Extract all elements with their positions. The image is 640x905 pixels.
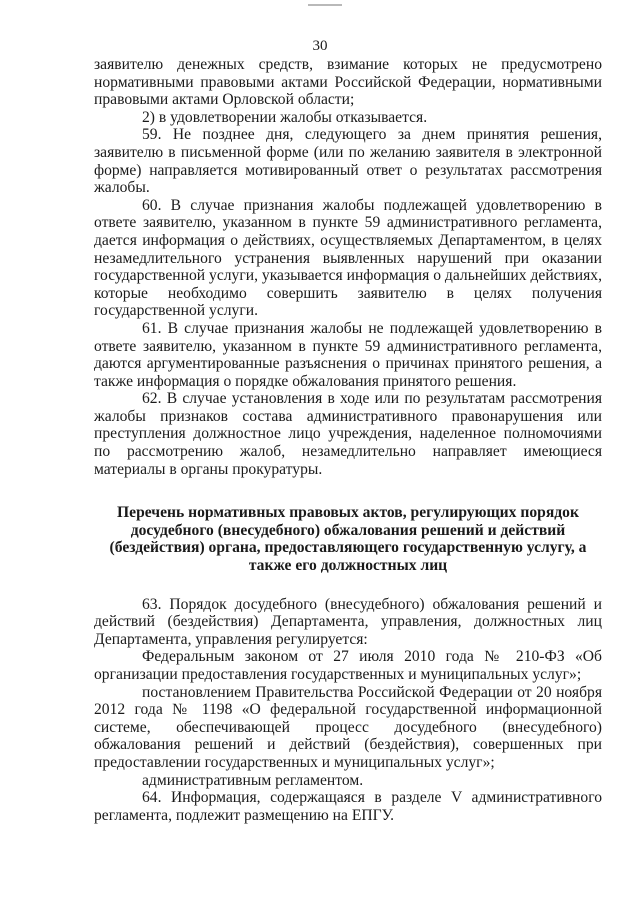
paragraph-p-resolution: постановлением Правительства Российской Федерации от 20 ноября 2012 года № 1198 «О федеральной государственной информационной системе, обеспечивающей процесс досудебного (внесудебного) обжалования решений и действий (бездействия), совершенных при предоставлении государственных и муниципальных услуг»;: [94, 683, 602, 771]
paragraph-p-regulation: административным регламентом.: [142, 771, 364, 789]
scan-artifact-mark: [308, 4, 342, 6]
paragraph-p-61: 61. В случае признания жалобы не подлежащей удовлетворению в ответе заявителю, указанном в пункте 59 административного регламента, даются аргументированные разъяснения о причинах принятого решения, а также информация о порядке обжалования принятого решения.: [94, 319, 602, 390]
paragraph-p-63: 63. Порядок досудебного (внесудебного) обжалования решений и действий (бездействия) Департамента, управления, должностных лиц Департамента, управления регулируется:: [94, 595, 602, 648]
paragraph-p-federal-law: Федеральным законом от 27 июля 2010 года № 210-ФЗ «Об организации предоставления государственных и муниципальных услуг»;: [94, 648, 602, 683]
paragraphs-after-heading: [94, 596, 602, 825]
spacer: [94, 478, 602, 504]
paragraph-p-item-2: 2) в удовлетворении жалобы отказывается.: [142, 108, 428, 126]
section-heading: Перечень нормативных правовых актов, регулирующих порядок досудебного (внесудебного) обжалования решений и действий (бездействия) органа, предоставляющего государственную услугу, а также его должностных лиц: [109, 504, 587, 575]
spacer: [94, 575, 602, 596]
paragraph-p-62: 62. В случае установления в ходе или по результатам рассмотрения жалобы признаков состава административного правонарушения или преступления должностное лицо учреждения, наделенное полномочиями по рассмотрению жалоб, незамедлительно направляет имеющиеся материалы в органы прокуратуры.: [94, 390, 602, 478]
page-number: 30: [312, 38, 328, 54]
paragraph-p-continuation: заявителю денежных средств, взимание которых не предусмотрено нормативными правовыми актами Российской Федерации, нормативными правовыми актами Орловской области;: [94, 56, 602, 109]
paragraph-p-60: 60. В случае признания жалобы подлежащей удовлетворению в ответе заявителю, указанном в пункте 59 административного регламента, дается информация о действиях, осуществляемых Департаментом, в целях незамедлительного устранения выявленных нарушений при оказании государственной услуги, указывается информация о дальнейших действиях, которые необходимо совершить заявителю в целях получения государственной услуги.: [94, 196, 602, 320]
paragraph-p-59: 59. Не позднее дня, следующего за днем принятия решения, заявителю в письменной форме (или по желанию заявителя в электронной форме) направляется мотивированный ответ о результатах рассмотрения жалобы.: [94, 126, 602, 197]
paragraphs-before-heading: [94, 56, 602, 478]
paragraph-p-64: 64. Информация, содержащаяся в разделе V административного регламента, подлежит размещению на ЕПГУ.: [94, 789, 602, 824]
document-body: [94, 56, 602, 824]
